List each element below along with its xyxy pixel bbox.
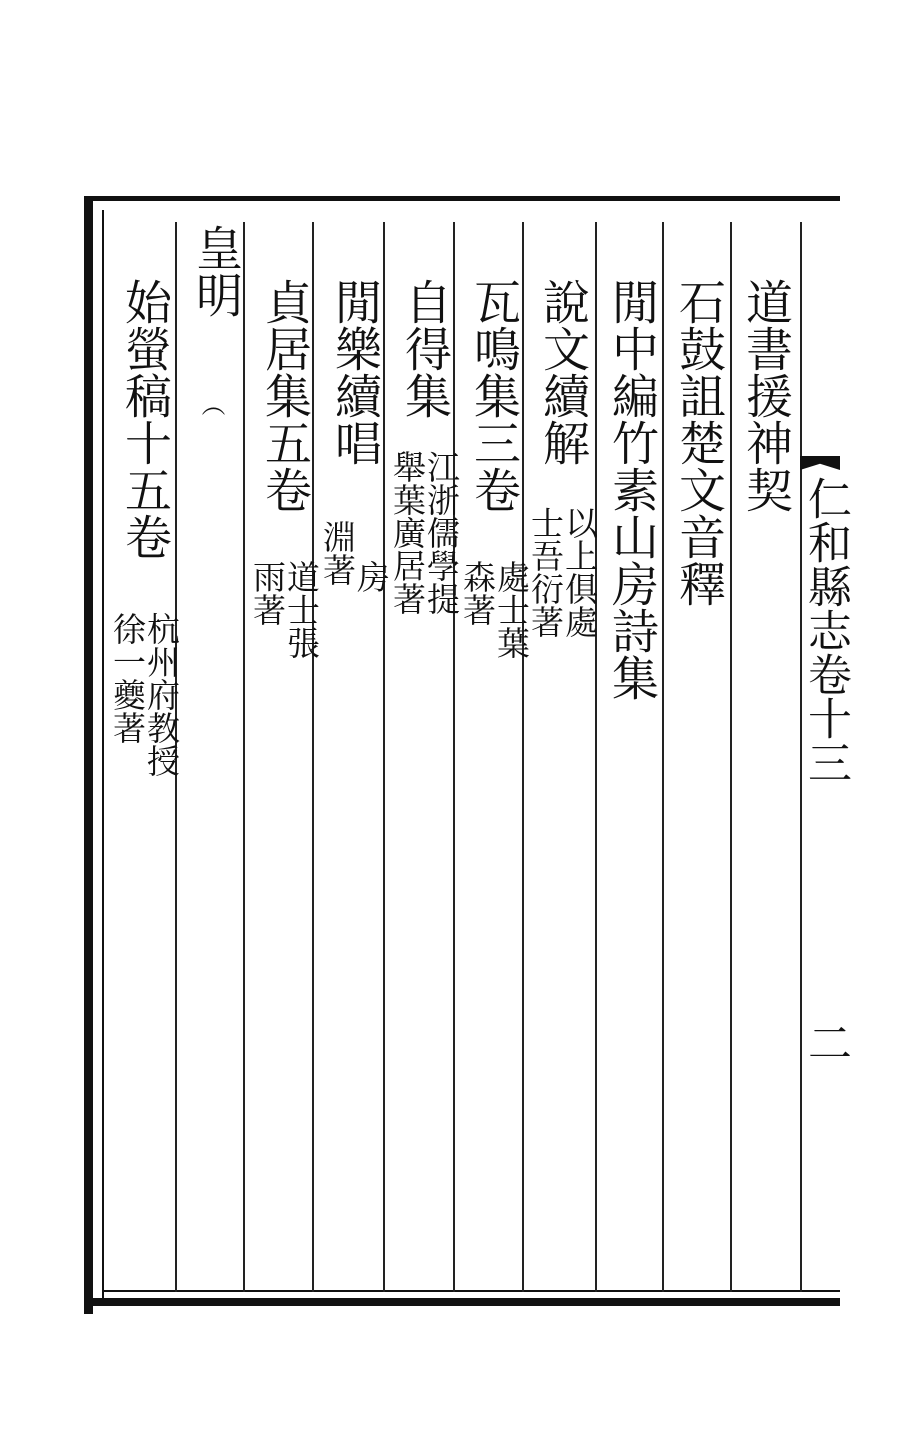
margin-leaf-number: 二 [800, 1020, 851, 1064]
entry-note: 雨著 [248, 560, 287, 626]
entry-note: 杭州府教授 [142, 612, 181, 777]
column-rule [383, 222, 385, 1292]
entry-note: 處士葉 [492, 560, 531, 659]
entry-title: 石鼓詛楚文音釋 [671, 278, 726, 607]
entry-title: 瓦鳴集三卷 [466, 278, 521, 513]
margin-title: 仁和縣志卷十三 [800, 476, 851, 784]
entry-title: 貞居集五卷 [257, 278, 312, 513]
column-rule [453, 222, 455, 1292]
entry-title: 始螢稿十五卷 [117, 278, 172, 560]
frame-left-border [84, 196, 93, 1314]
entry-title: 道書援神契 [738, 278, 793, 513]
column-rule [243, 222, 245, 1292]
entry-title: 說文續解 [535, 278, 590, 466]
entry-title: 閒樂續唱 [327, 278, 382, 466]
entry-note: 以上俱處 [560, 506, 599, 638]
entry-title: 自得集 [397, 278, 452, 419]
frame-bottom-border [84, 1298, 840, 1306]
entry-note: 徐一夔著 [108, 612, 147, 744]
frame-top-border [84, 196, 840, 201]
entry-note: 房 [352, 560, 391, 593]
entry-note: 道士張 [282, 560, 321, 659]
entry-note: 士吾衍著 [526, 506, 565, 638]
entry-note: 舉葉廣居著 [388, 450, 427, 615]
entry-note: 江浙儒學提 [422, 450, 461, 615]
entry-note: 淵著 [318, 520, 357, 586]
column-rule [522, 222, 524, 1292]
column-rule [595, 222, 597, 1292]
column-rule [312, 222, 314, 1292]
entry-note: 森著 [458, 560, 497, 626]
fish-tail-mark [800, 456, 840, 470]
dynasty-heading: 皇明 [188, 224, 243, 318]
frame-left-inner-border [102, 210, 104, 1300]
entry-title: 閒中編竹素山房詩集 [604, 278, 659, 701]
column-rule [662, 222, 664, 1292]
punctuation-mark: （ [197, 392, 225, 416]
column-rule [730, 222, 732, 1292]
